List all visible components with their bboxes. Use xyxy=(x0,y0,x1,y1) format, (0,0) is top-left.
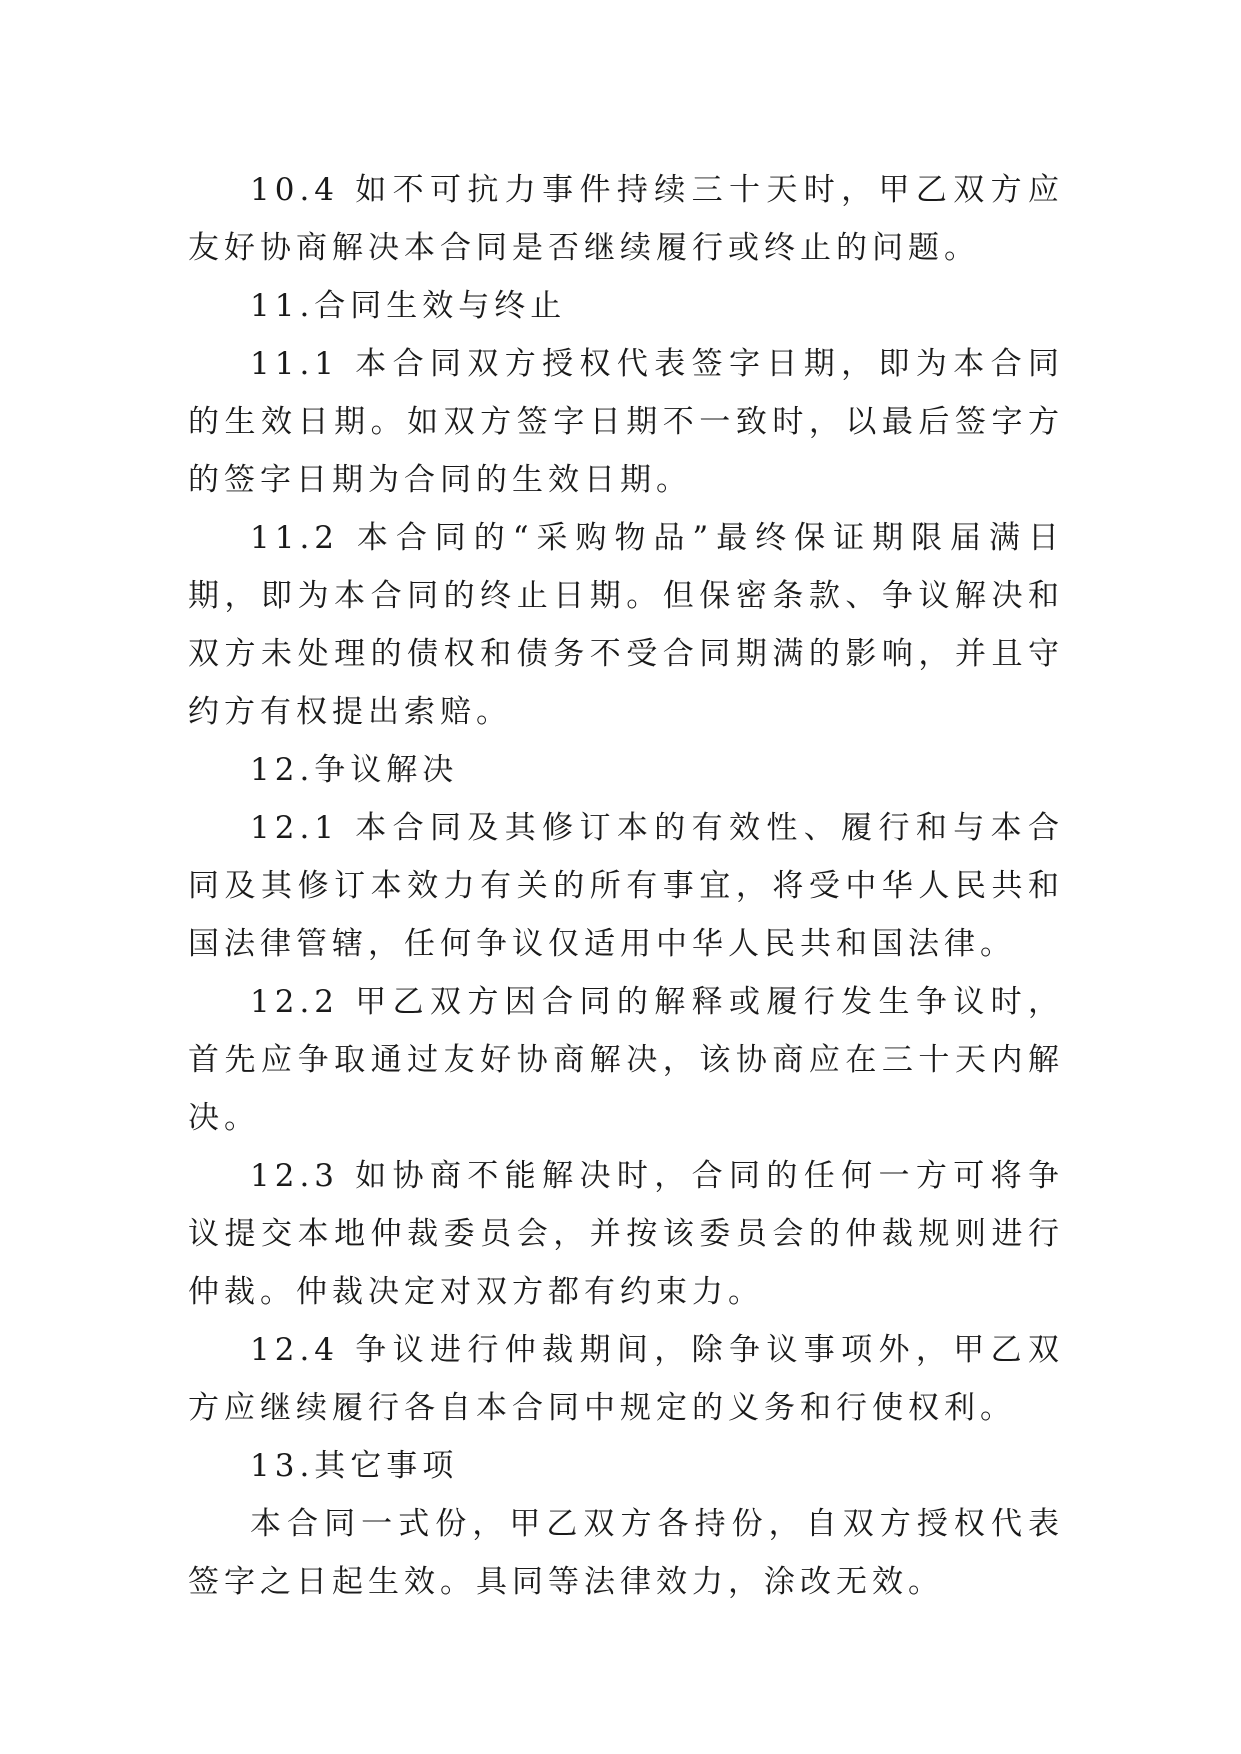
section-heading-13: 13.其它事项 xyxy=(250,1448,459,1484)
clause-11-2: 11.2 本合同的“采购物品”最终保证期限届满日期，即为本合同的终止日期。但保密条款、争议解决和双方未处理的债权和债务不受合同期满的影响，并且守约方有权提出索赔。 xyxy=(188,520,1064,730)
document-body xyxy=(188,161,1064,1611)
clause-10-4: 10.4 如不可抗力事件持续三十天时，甲乙双方应友好协商解决本合同是否继续履行或终止的问题。 xyxy=(188,172,1064,266)
clause-12-3: 12.3 如协商不能解决时，合同的任何一方可将争议提交本地仲裁委员会，并按该委员会的仲裁规则进行仲裁。仲裁决定对双方都有约束力。 xyxy=(188,1158,1064,1310)
section-heading-11: 11.合同生效与终止 xyxy=(250,288,567,324)
clause-12-1: 12.1 本合同及其修订本的有效性、履行和与本合同及其修订本效力有关的所有事宜，将受中华人民共和国法律管辖，任何争议仅适用中华人民共和国法律。 xyxy=(188,810,1064,962)
clause-11-1: 11.1 本合同双方授权代表签字日期，即为本合同的生效日期。如双方签字日期不一致时，以最后签字方的签字日期为合同的生效日期。 xyxy=(188,346,1064,498)
section-heading-12: 12.争议解决 xyxy=(250,752,459,788)
clause-12-2: 12.2 甲乙双方因合同的解释或履行发生争议时，首先应争取通过友好协商解决，该协商应在三十天内解决。 xyxy=(188,984,1064,1136)
clause-13-body: 本合同一式份，甲乙双方各持份，自双方授权代表签字之日起生效。具同等法律效力，涂改无效。 xyxy=(188,1506,1064,1600)
clause-12-4: 12.4 争议进行仲裁期间，除争议事项外，甲乙双方应继续履行各自本合同中规定的义务和行使权利。 xyxy=(188,1332,1064,1426)
